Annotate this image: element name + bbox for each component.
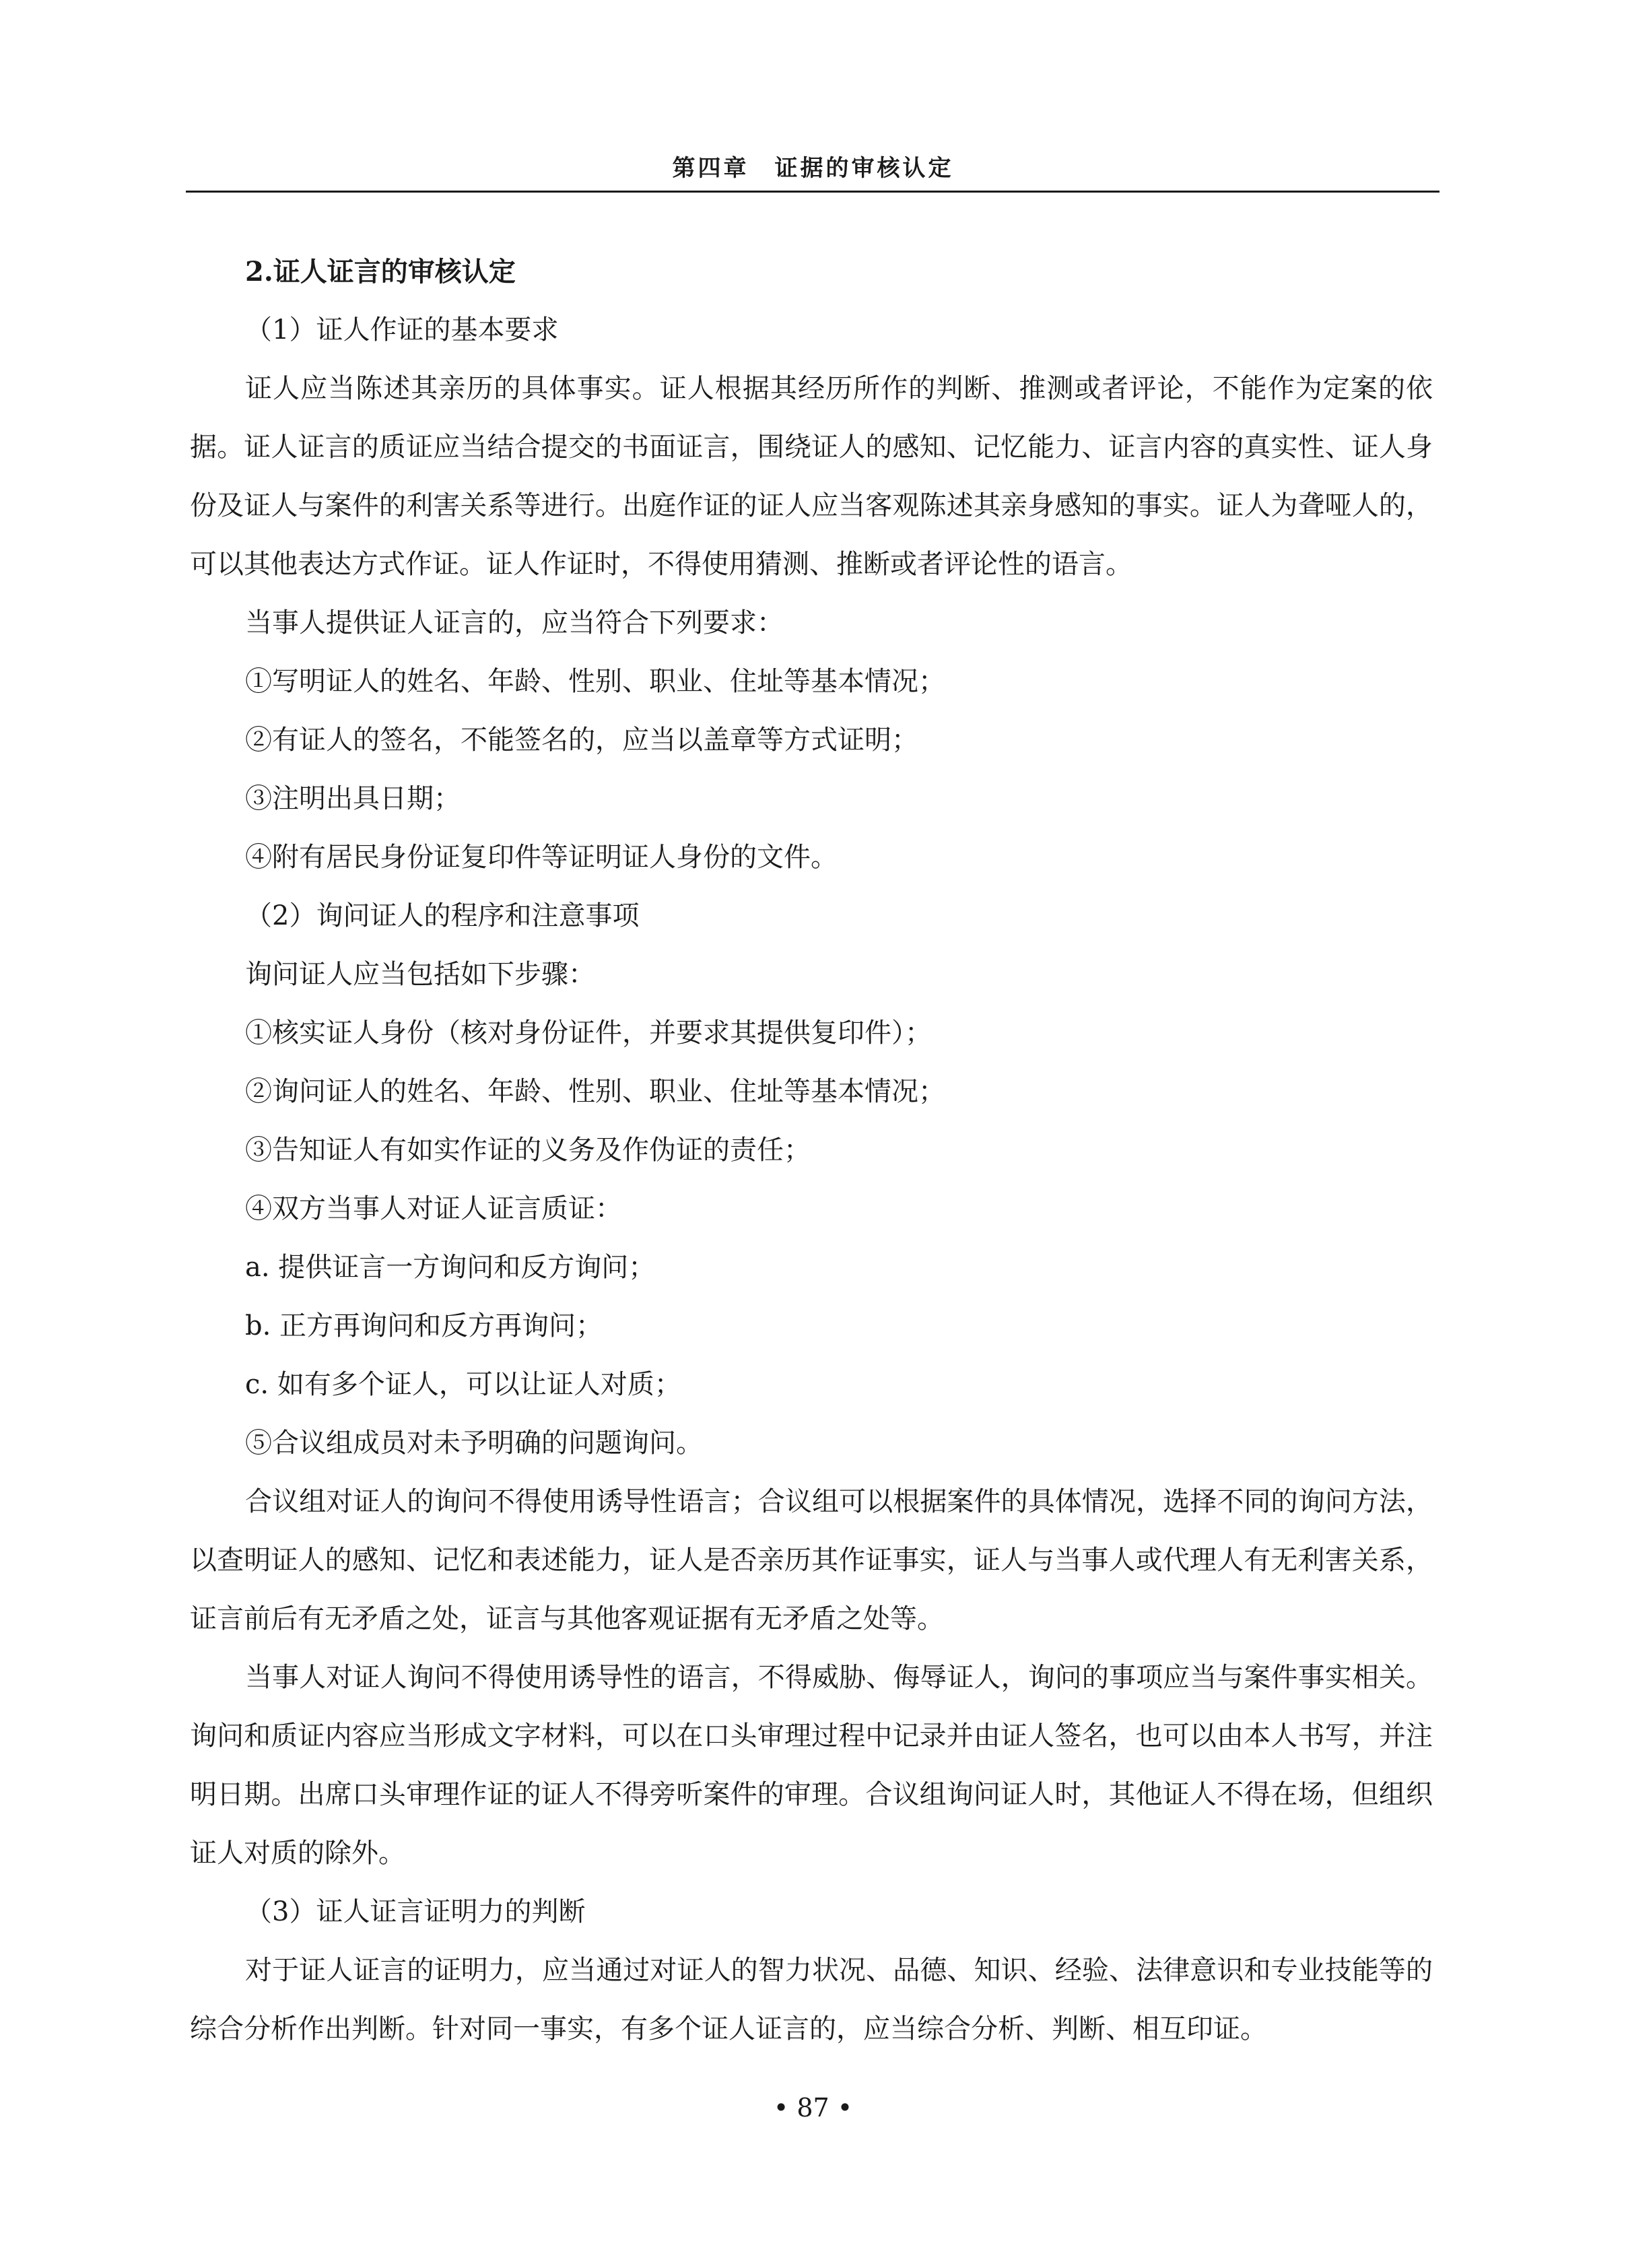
body-text [190, 242, 1433, 2059]
sub-list-item: a. 提供证言一方询问和反方询问； [245, 1252, 656, 1283]
page-number: • 87 • [773, 2093, 853, 2123]
list-item: ②询问证人的姓名、年龄、性别、职业、住址等基本情况； [245, 1076, 945, 1107]
list-item: ⑤合议组成员对未予明确的问题询问。 [245, 1428, 703, 1459]
sub-list-item: c. 如有多个证人，可以让证人对质； [245, 1369, 681, 1400]
paragraph: 证人应当陈述其亲历的具体事实。证人根据其经历所作的判断、推测或者评论，不能作为定案的依据。证人证言的质证应当结合提交的书面证言，围绕证人的感知、记忆能力、证言内容的真实性、证人身份及证人与案件的利害关系等进行。出庭作证的证人应当客观陈述其亲身感知的事实。证人为聋哑人的，可以其他表达方式作证。证人作证时，不得使用猜测、推断或者评论性的语言。 [190, 373, 1433, 580]
paragraph: 当事人对证人询问不得使用诱导性的语言，不得威胁、侮辱证人，询问的事项应当与案件事实相关。询问和质证内容应当形成文字材料，可以在口头审理过程中记录并由证人签名，也可以由本人书写，并注明日期。出席口头审理作证的证人不得旁听案件的审理。合议组询问证人时，其他证人不得在场，但组织证人对质的除外。 [190, 1662, 1433, 1869]
paragraph: 合议组对证人的询问不得使用诱导性语言；合议组可以根据案件的具体情况，选择不同的询问方法，以查明证人的感知、记忆和表述能力，证人是否亲历其作证事实，证人与当事人或代理人有无利害关系，证言前后有无矛盾之处，证言与其他客观证据有无矛盾之处等。 [190, 1486, 1433, 1634]
subsection-heading: （2）询问证人的程序和注意事项 [245, 900, 640, 931]
header-rule [186, 191, 1439, 193]
list-item: ②有证人的签名，不能签名的，应当以盖章等方式证明； [245, 725, 918, 756]
list-item: ④附有居民身份证复印件等证明证人身份的文件。 [245, 842, 838, 873]
subsection-heading: （3）证人证言证明力的判断 [245, 1896, 586, 1927]
subsection-heading: （1）证人作证的基本要求 [245, 314, 559, 345]
list-item: ③告知证人有如实作证的义务及作伪证的责任； [245, 1135, 811, 1166]
paragraph: 当事人提供证人证言的，应当符合下列要求： [245, 607, 784, 638]
sub-list-item: b. 正方再询问和反方再询问； [245, 1310, 603, 1341]
running-header: 第四章 证据的审核认定 [672, 155, 954, 182]
list-item: ④双方当事人对证人证言质证： [245, 1193, 622, 1224]
section-heading: 2.证人证言的审核认定 [245, 256, 516, 288]
list-item: ①核实证人身份（核对身份证件，并要求其提供复印件）； [245, 1018, 932, 1048]
list-item: ③注明出具日期； [245, 783, 461, 814]
list-item: ①写明证人的姓名、年龄、性别、职业、住址等基本情况； [245, 666, 945, 697]
paragraph: 对于证人证言的证明力，应当通过对证人的智力状况、品德、知识、经验、法律意识和专业技能等的综合分析作出判断。针对同一事实，有多个证人证言的，应当综合分析、判断、相互印证。 [190, 1955, 1433, 2044]
paragraph: 询问证人应当包括如下步骤： [245, 959, 595, 990]
